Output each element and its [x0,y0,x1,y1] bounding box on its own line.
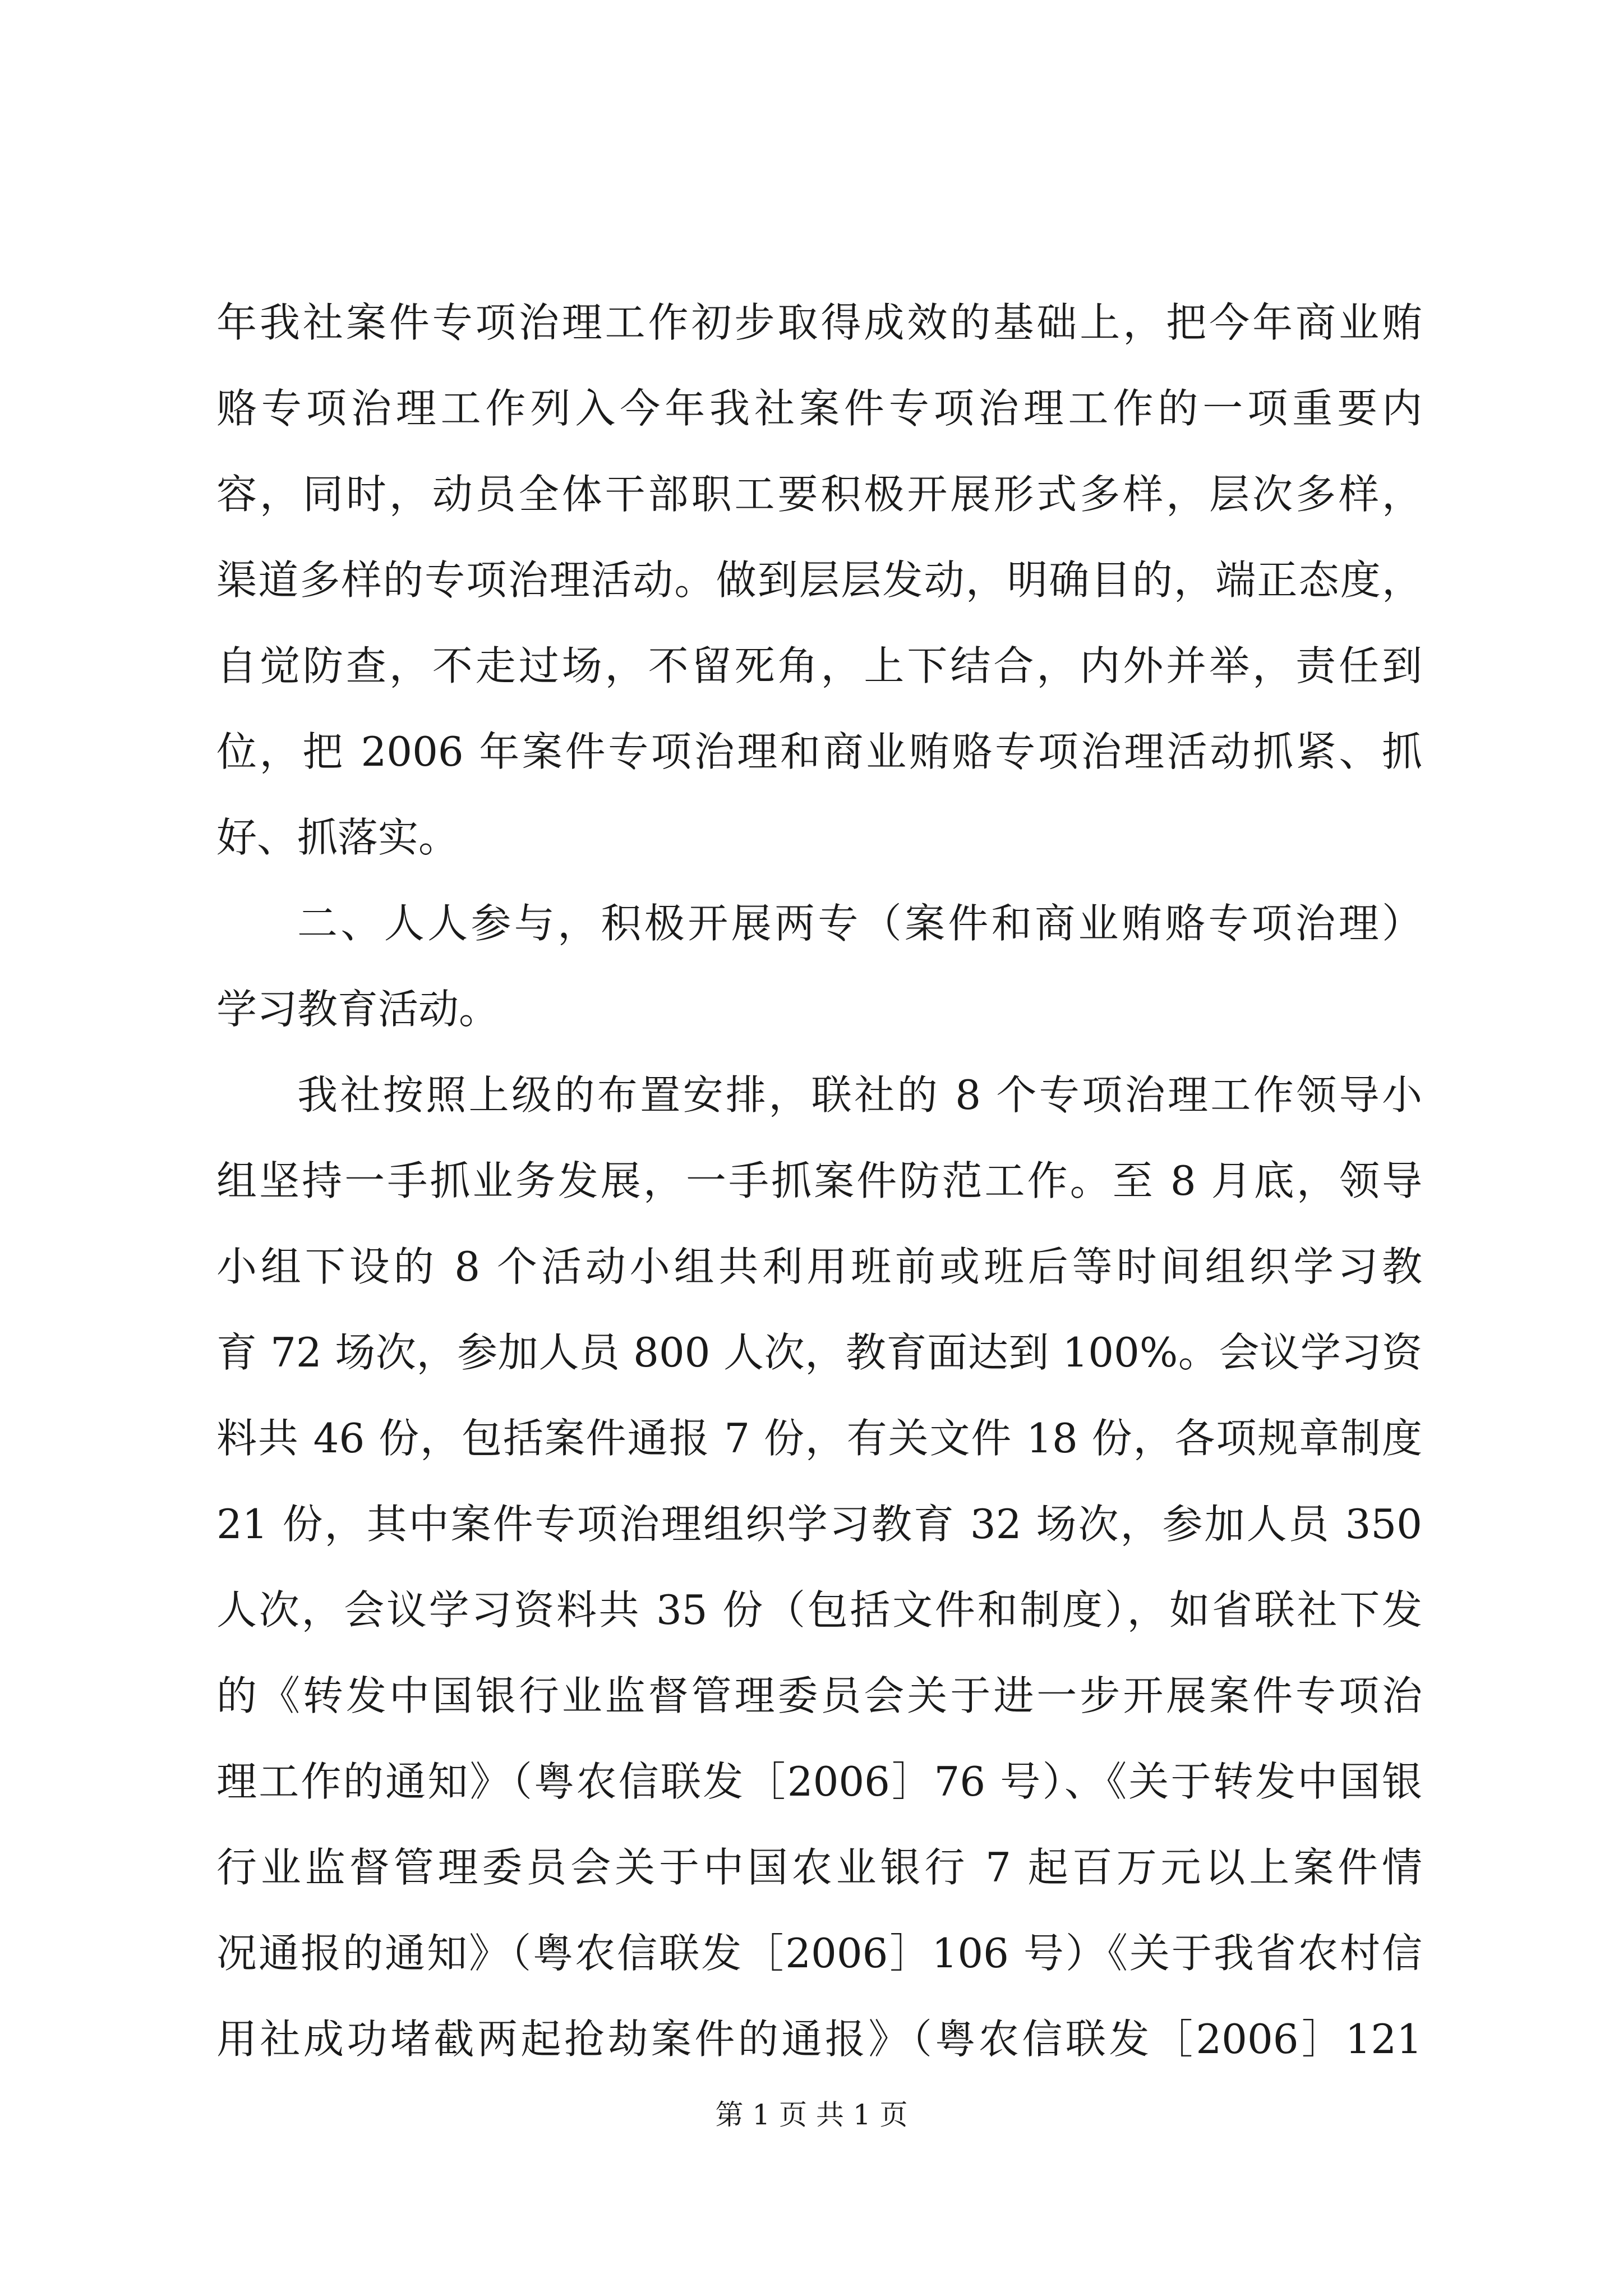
text-line-19: 行业监督管理委员会关于中国农业银行 7 起百万元以上案件情 [216,1844,1422,1891]
section-heading-line-1: 二、人人参与，积极开展两专（案件和商业贿赂专项治理） [297,900,1422,947]
text-line-2: 赂专项治理工作列入今年我社案件专项治理工作的一项重要内 [216,385,1422,432]
text-line-15: 21 份，其中案件专项治理组织学习教育 32 场次，参加人员 350 [216,1501,1422,1548]
text-line-4: 渠道多样的专项治理活动。做到层层发动，明确目的，端正态度， [216,556,1422,604]
text-line-18: 理工作的通知》（粤农信联发［2006］76 号）、《关于转发中国银 [216,1758,1422,1805]
page-number-footer: 第 1 页 共 1 页 [715,2099,908,2131]
text-line-1: 年我社案件专项治理工作初步取得成效的基础上，把今年商业贿 [216,299,1422,346]
text-line-12: 小组下设的 8 个活动小组共利用班前或班后等时间组织学习教 [216,1243,1422,1290]
text-line-17: 的《转发中国银行业监督管理委员会关于进一步开展案件专项治 [216,1672,1422,1719]
text-line-14: 料共 46 份，包括案件通报 7 份，有关文件 18 份，各项规章制度 [216,1415,1422,1462]
text-line-21: 用社成功堵截两起抢劫案件的通报》（粤农信联发［2006］121 [216,2016,1422,2063]
text-line-20: 况通报的通知》（粤农信联发［2006］106 号）《关于我省农村信 [216,1930,1422,1977]
text-line-10: 我社按照上级的布置安排，联社的 8 个专项治理工作领导小 [297,1071,1422,1119]
text-line-16: 人次，会议学习资料共 35 份（包括文件和制度），如省联社下发 [216,1586,1422,1634]
text-line-6: 位，把 2006 年案件专项治理和商业贿赂专项治理活动抓紧、抓 [216,728,1422,775]
text-line-13: 育 72 场次，参加人员 800 人次，教育面达到 100%。会议学习资 [216,1329,1422,1376]
text-line-5: 自觉防查，不走过场，不留死角，上下结合，内外并举，责任到 [216,642,1422,689]
section-heading-line-2: 学习教育活动。 [216,986,500,1033]
text-line-7: 好、抓落实。 [216,814,459,861]
text-line-3: 容，同时，动员全体干部职工要积极开展形式多样，层次多样， [216,471,1422,518]
text-line-11: 组坚持一手抓业务发展，一手抓案件防范工作。至 8 月底，领导 [216,1157,1422,1204]
